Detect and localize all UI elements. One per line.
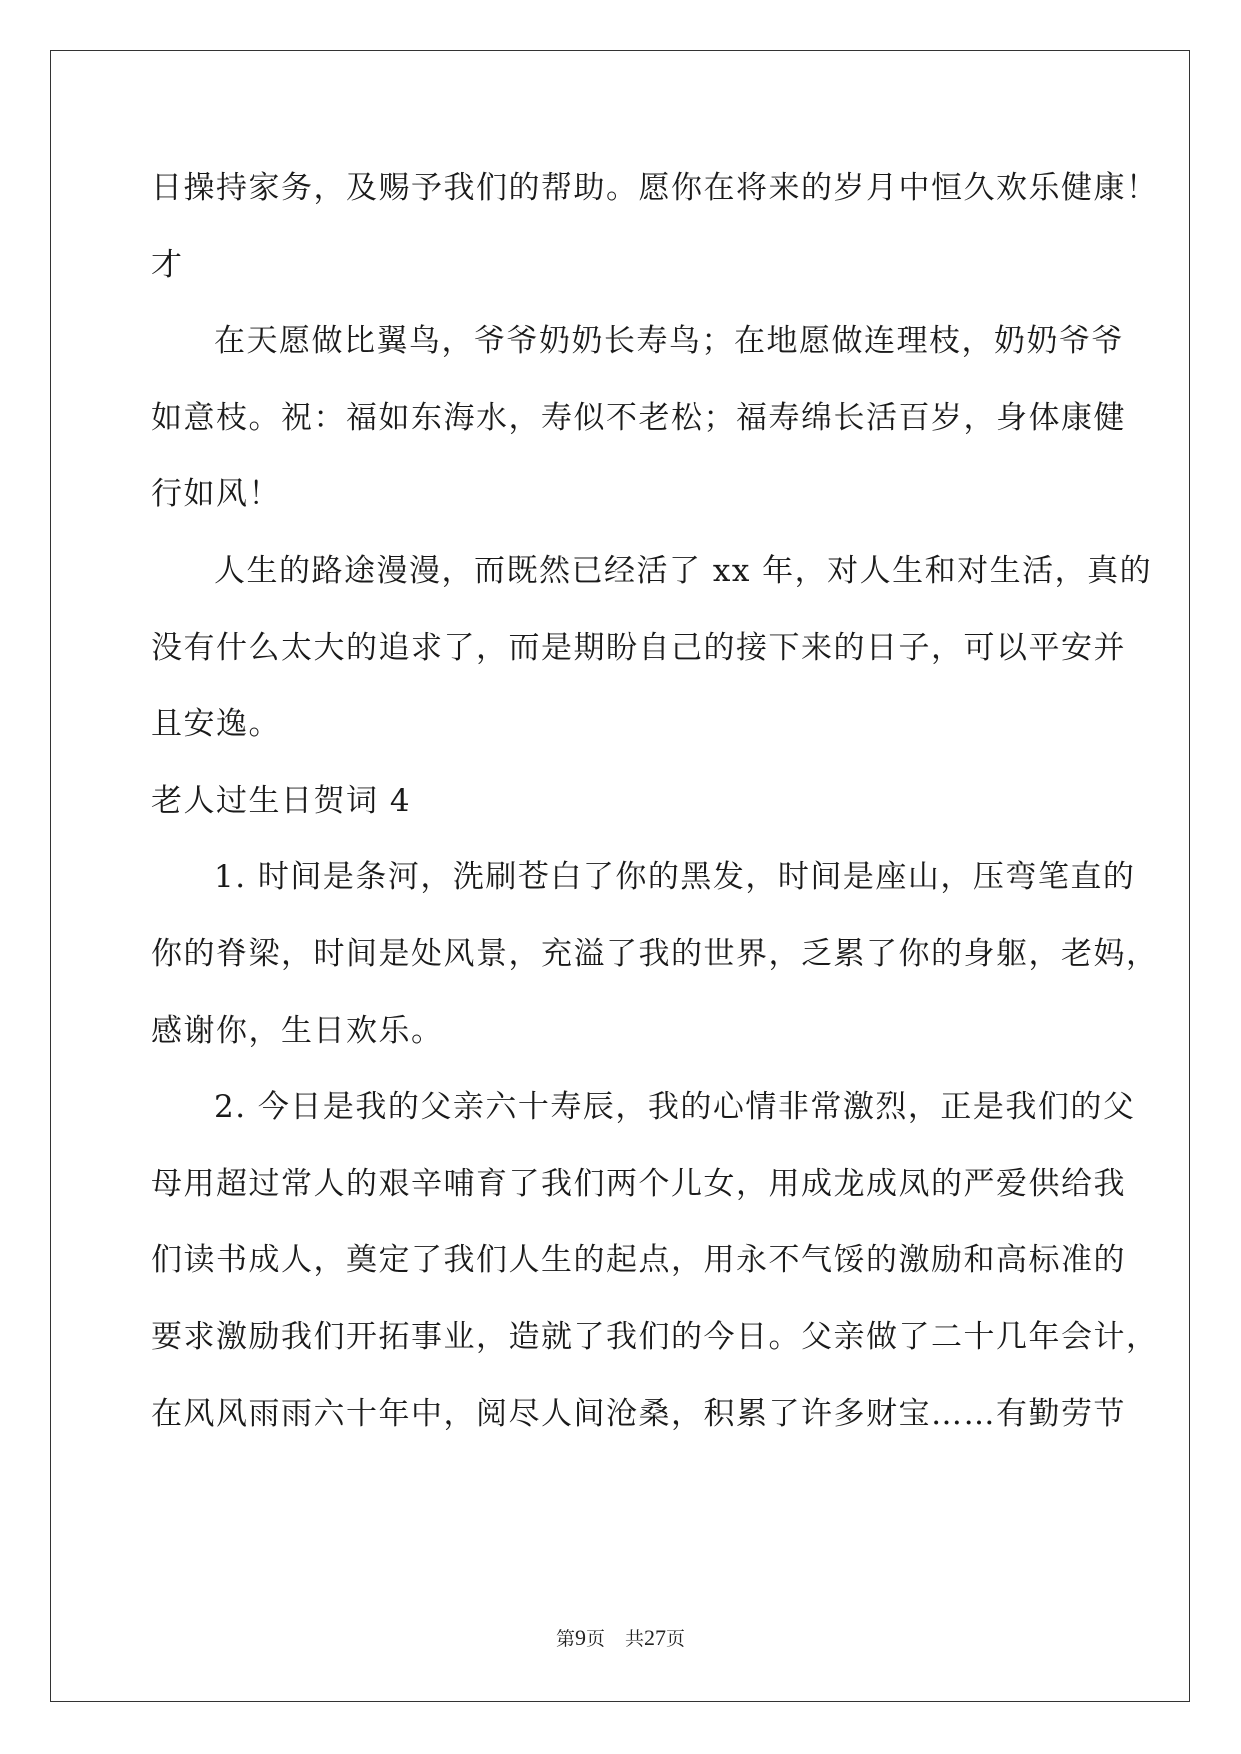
total-suffix: 页 xyxy=(666,1628,686,1650)
page-footer xyxy=(0,1624,1241,1651)
text-line-16: 要求激励我们开拓事业，造就了我们的今日。父亲做了二十几年会计， xyxy=(151,1318,1159,1355)
text-line-8: 且安逸。 xyxy=(151,706,281,743)
total-pages: 27 xyxy=(644,1625,667,1650)
text-line-12: 感谢你，生日欢乐。 xyxy=(151,1012,444,1049)
text-line-3: 在天愿做比翼鸟，爷爷奶奶长寿鸟；在地愿做连理枝，奶奶爷爷 xyxy=(214,323,1124,360)
text-line-7: 没有什么太大的追求了，而是期盼自己的接下来的日子，可以平安并 xyxy=(151,629,1126,666)
section-heading: 老人过生日贺词 4 xyxy=(151,782,412,819)
text-line-6: 人生的路途漫漫，而既然已经活了 xx 年，对人生和对生活，真的 xyxy=(214,552,1153,589)
text-line-1: 日操持家务，及赐予我们的帮助。愿你在将来的岁月中恒久欢乐健康！ xyxy=(151,170,1159,206)
text-line-10: 1. 时间是条河，洗刷苍白了你的黑发，时间是座山，压弯笔直的 xyxy=(214,859,1136,896)
text-line-11: 你的脊梁，时间是处风景，充溢了我的世界，乏累了你的身躯，老妈， xyxy=(151,935,1159,972)
text-line-13: 2. 今日是我的父亲六十寿辰，我的心情非常激烈，正是我们的父 xyxy=(214,1089,1136,1126)
text-line-17: 在风风雨雨六十年中，阅尽人间沧桑，积累了许多财宝……有勤劳节 xyxy=(151,1395,1126,1432)
text-line-15: 们读书成人，奠定了我们人生的起点，用永不气馁的激励和高标准的 xyxy=(151,1242,1126,1279)
page-number: 9 xyxy=(574,1625,586,1650)
text-line-4: 如意枝。祝：福如东海水，寿似不老松；福寿绵长活百岁，身体康健 xyxy=(151,399,1126,436)
page-prefix: 第 xyxy=(555,1628,575,1650)
text-line-5: 行如风！ xyxy=(151,476,281,513)
text-line-2: 才 xyxy=(151,246,184,283)
page-suffix: 页 xyxy=(585,1628,605,1650)
text-line-14: 母用超过常人的艰辛哺育了我们两个儿女，用成龙成凤的严爱供给我 xyxy=(151,1165,1126,1202)
total-prefix: 共 xyxy=(625,1628,645,1650)
document-body xyxy=(151,166,1159,1468)
